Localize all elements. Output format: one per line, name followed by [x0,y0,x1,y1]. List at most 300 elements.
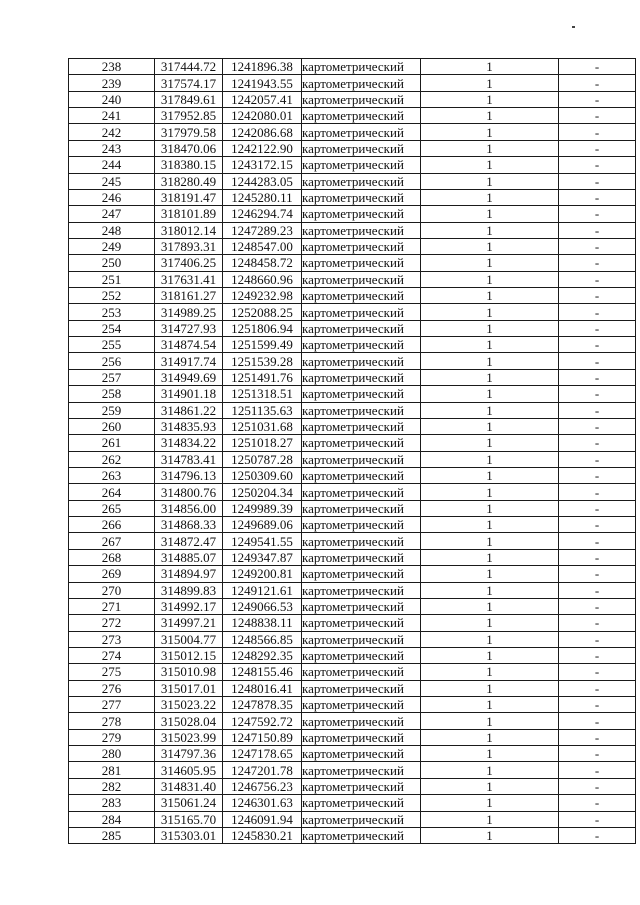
accuracy-value: 1 [421,304,559,320]
table-row [69,271,636,287]
note-dash: - [559,173,636,189]
coordinate-x: 314834.22 [155,435,223,451]
coordinate-y: 1246294.74 [223,206,302,222]
determination-method: картометрический [302,517,421,533]
accuracy-value: 1 [421,222,559,238]
coordinates-table [68,58,636,844]
table-row [69,320,636,336]
table-row [69,680,636,696]
accuracy-value: 1 [421,157,559,173]
determination-method: картометрический [302,533,421,549]
determination-method: картометрический [302,255,421,271]
coordinate-x: 314831.40 [155,778,223,794]
note-dash: - [559,680,636,696]
coordinate-y: 1249347.87 [223,549,302,565]
table-row [69,533,636,549]
determination-method: картометрический [302,222,421,238]
table-row [69,369,636,385]
determination-method: картометрический [302,746,421,762]
coordinate-y: 1242122.90 [223,140,302,156]
coordinate-y: 1245830.21 [223,827,302,843]
coordinate-y: 1251018.27 [223,435,302,451]
determination-method: картометрический [302,288,421,304]
coordinate-y: 1248547.00 [223,238,302,254]
determination-method: картометрический [302,647,421,663]
coordinate-y: 1246091.94 [223,811,302,827]
coordinate-y: 1250787.28 [223,451,302,467]
note-dash: - [559,369,636,385]
accuracy-value: 1 [421,827,559,843]
accuracy-value: 1 [421,566,559,582]
point-number: 243 [69,140,155,156]
coordinate-y: 1249066.53 [223,598,302,614]
coordinate-x: 318161.27 [155,288,223,304]
note-dash: - [559,75,636,91]
note-dash: - [559,222,636,238]
accuracy-value: 1 [421,598,559,614]
accuracy-value: 1 [421,664,559,680]
accuracy-value: 1 [421,386,559,402]
table-row [69,75,636,91]
note-dash: - [559,566,636,582]
table-row [69,762,636,778]
point-number: 275 [69,664,155,680]
coordinate-x: 314727.93 [155,320,223,336]
table-row [69,337,636,353]
determination-method: картометрический [302,140,421,156]
point-number: 247 [69,206,155,222]
accuracy-value: 1 [421,778,559,794]
note-dash: - [559,108,636,124]
coordinate-x: 314949.69 [155,369,223,385]
point-number: 284 [69,811,155,827]
note-dash: - [559,386,636,402]
coordinate-x: 318280.49 [155,173,223,189]
note-dash: - [559,435,636,451]
determination-method: картометрический [302,386,421,402]
coordinate-y: 1248155.46 [223,664,302,680]
determination-method: картометрический [302,75,421,91]
coordinate-x: 315010.98 [155,664,223,680]
accuracy-value: 1 [421,238,559,254]
accuracy-value: 1 [421,173,559,189]
point-number: 260 [69,418,155,434]
coordinate-y: 1241896.38 [223,59,302,75]
determination-method: картометрический [302,467,421,483]
table-row [69,59,636,75]
table-row [69,566,636,582]
note-dash: - [559,402,636,418]
coordinate-y: 1246301.63 [223,795,302,811]
accuracy-value: 1 [421,484,559,500]
coordinate-x: 317952.85 [155,108,223,124]
point-number: 241 [69,108,155,124]
coordinate-x: 315061.24 [155,795,223,811]
coordinate-y: 1249689.06 [223,517,302,533]
table-row [69,124,636,140]
table-row [69,435,636,451]
coordinate-x: 315023.99 [155,729,223,745]
coordinate-x: 314783.41 [155,451,223,467]
table-row [69,451,636,467]
point-number: 271 [69,598,155,614]
determination-method: картометрический [302,582,421,598]
table-row [69,615,636,631]
note-dash: - [559,795,636,811]
accuracy-value: 1 [421,353,559,369]
point-number: 262 [69,451,155,467]
coordinate-x: 314868.33 [155,517,223,533]
note-dash: - [559,746,636,762]
note-dash: - [559,255,636,271]
accuracy-value: 1 [421,402,559,418]
accuracy-value: 1 [421,697,559,713]
table-row [69,222,636,238]
point-number: 244 [69,157,155,173]
point-number: 249 [69,238,155,254]
coordinate-x: 314997.21 [155,615,223,631]
coordinate-x: 317979.58 [155,124,223,140]
accuracy-value: 1 [421,467,559,483]
point-number: 264 [69,484,155,500]
coordinate-y: 1250204.34 [223,484,302,500]
coordinate-y: 1250309.60 [223,467,302,483]
table-row [69,386,636,402]
coordinate-x: 314856.00 [155,500,223,516]
accuracy-value: 1 [421,500,559,516]
point-number: 269 [69,566,155,582]
note-dash: - [559,451,636,467]
coordinate-y: 1244283.05 [223,173,302,189]
table-row [69,811,636,827]
table-row [69,729,636,745]
coordinate-x: 318191.47 [155,189,223,205]
accuracy-value: 1 [421,582,559,598]
determination-method: картометрический [302,615,421,631]
point-number: 252 [69,288,155,304]
table-row [69,500,636,516]
accuracy-value: 1 [421,91,559,107]
point-number: 280 [69,746,155,762]
coordinate-x: 314872.47 [155,533,223,549]
table-row [69,157,636,173]
accuracy-value: 1 [421,189,559,205]
determination-method: картометрический [302,451,421,467]
accuracy-value: 1 [421,795,559,811]
coordinate-y: 1251135.63 [223,402,302,418]
coordinate-y: 1242086.68 [223,124,302,140]
coordinate-x: 318101.89 [155,206,223,222]
table-row [69,778,636,794]
determination-method: картометрический [302,795,421,811]
coordinate-x: 314885.07 [155,549,223,565]
note-dash: - [559,762,636,778]
determination-method: картометрический [302,500,421,516]
point-number: 278 [69,713,155,729]
accuracy-value: 1 [421,549,559,565]
determination-method: картометрический [302,402,421,418]
note-dash: - [559,304,636,320]
coordinate-x: 317406.25 [155,255,223,271]
point-number: 257 [69,369,155,385]
point-number: 274 [69,647,155,663]
determination-method: картометрический [302,435,421,451]
note-dash: - [559,59,636,75]
note-dash: - [559,729,636,745]
coordinate-x: 314861.22 [155,402,223,418]
determination-method: картометрический [302,124,421,140]
coordinate-x: 314874.54 [155,337,223,353]
table-row [69,140,636,156]
coordinate-x: 315028.04 [155,713,223,729]
point-number: 256 [69,353,155,369]
accuracy-value: 1 [421,418,559,434]
point-number: 273 [69,631,155,647]
point-number: 267 [69,533,155,549]
accuracy-value: 1 [421,517,559,533]
note-dash: - [559,238,636,254]
determination-method: картометрический [302,157,421,173]
point-number: 251 [69,271,155,287]
note-dash: - [559,631,636,647]
coordinate-y: 1246756.23 [223,778,302,794]
note-dash: - [559,713,636,729]
point-number: 277 [69,697,155,713]
table-row [69,647,636,663]
table-row [69,173,636,189]
note-dash: - [559,320,636,336]
accuracy-value: 1 [421,451,559,467]
accuracy-value: 1 [421,680,559,696]
table-row [69,582,636,598]
accuracy-value: 1 [421,631,559,647]
note-dash: - [559,647,636,663]
determination-method: картометрический [302,729,421,745]
coordinate-y: 1252088.25 [223,304,302,320]
table-row [69,549,636,565]
table-row [69,91,636,107]
table-row [69,697,636,713]
table-row [69,418,636,434]
coordinate-y: 1249200.81 [223,566,302,582]
coordinate-x: 318012.14 [155,222,223,238]
note-dash: - [559,778,636,794]
coordinate-x: 315023.22 [155,697,223,713]
coordinate-x: 315012.15 [155,647,223,663]
table-row [69,517,636,533]
point-number: 239 [69,75,155,91]
coordinate-x: 314796.13 [155,467,223,483]
table-row [69,631,636,647]
point-number: 259 [69,402,155,418]
table-row [69,353,636,369]
note-dash: - [559,582,636,598]
note-dash: - [559,124,636,140]
determination-method: картометрический [302,59,421,75]
table-row [69,484,636,500]
determination-method: картометрический [302,713,421,729]
point-number: 261 [69,435,155,451]
determination-method: картометрический [302,337,421,353]
table-row [69,108,636,124]
accuracy-value: 1 [421,124,559,140]
coordinate-y: 1248458.72 [223,255,302,271]
coordinate-y: 1247592.72 [223,713,302,729]
point-number: 283 [69,795,155,811]
note-dash: - [559,337,636,353]
coordinate-y: 1243172.15 [223,157,302,173]
determination-method: картометрический [302,762,421,778]
note-dash: - [559,533,636,549]
accuracy-value: 1 [421,369,559,385]
note-dash: - [559,811,636,827]
determination-method: картометрический [302,108,421,124]
determination-method: картометрический [302,811,421,827]
coordinate-x: 314901.18 [155,386,223,402]
table-row [69,746,636,762]
coordinate-y: 1249541.55 [223,533,302,549]
coordinate-x: 314989.25 [155,304,223,320]
coordinate-y: 1248566.85 [223,631,302,647]
determination-method: картометрический [302,697,421,713]
point-number: 281 [69,762,155,778]
point-number: 255 [69,337,155,353]
point-number: 246 [69,189,155,205]
coordinate-x: 314894.97 [155,566,223,582]
coordinates-table-body [69,59,636,844]
table-row [69,402,636,418]
coordinate-x: 314800.76 [155,484,223,500]
point-number: 254 [69,320,155,336]
coordinate-y: 1251031.68 [223,418,302,434]
determination-method: картометрический [302,271,421,287]
note-dash: - [559,157,636,173]
determination-method: картометрический [302,189,421,205]
table-row [69,664,636,680]
point-number: 240 [69,91,155,107]
note-dash: - [559,827,636,843]
coordinate-y: 1245280.11 [223,189,302,205]
determination-method: картометрический [302,320,421,336]
coordinate-y: 1247150.89 [223,729,302,745]
accuracy-value: 1 [421,337,559,353]
coordinate-y: 1249232.98 [223,288,302,304]
coordinate-y: 1249121.61 [223,582,302,598]
note-dash: - [559,697,636,713]
point-number: 263 [69,467,155,483]
determination-method: картометрический [302,353,421,369]
coordinate-x: 314917.74 [155,353,223,369]
note-dash: - [559,484,636,500]
determination-method: картометрический [302,369,421,385]
accuracy-value: 1 [421,255,559,271]
determination-method: картометрический [302,827,421,843]
accuracy-value: 1 [421,59,559,75]
coordinate-y: 1251599.49 [223,337,302,353]
coordinate-y: 1247178.65 [223,746,302,762]
accuracy-value: 1 [421,762,559,778]
point-number: 268 [69,549,155,565]
note-dash: - [559,206,636,222]
note-dash: - [559,418,636,434]
accuracy-value: 1 [421,75,559,91]
note-dash: - [559,353,636,369]
accuracy-value: 1 [421,647,559,663]
coordinate-y: 1247289.23 [223,222,302,238]
coordinate-x: 317849.61 [155,91,223,107]
point-number: 248 [69,222,155,238]
note-dash: - [559,500,636,516]
note-dash: - [559,615,636,631]
coordinate-x: 317444.72 [155,59,223,75]
table-row [69,304,636,320]
table-row [69,713,636,729]
determination-method: картометрический [302,549,421,565]
note-dash: - [559,549,636,565]
coordinate-y: 1251539.28 [223,353,302,369]
point-number: 282 [69,778,155,794]
coordinate-y: 1248292.35 [223,647,302,663]
coordinate-x: 315165.70 [155,811,223,827]
determination-method: картометрический [302,91,421,107]
point-number: 265 [69,500,155,516]
coordinate-y: 1249989.39 [223,500,302,516]
note-dash: - [559,189,636,205]
coordinate-y: 1241943.55 [223,75,302,91]
coordinate-x: 318380.15 [155,157,223,173]
coordinate-x: 318470.06 [155,140,223,156]
point-number: 285 [69,827,155,843]
accuracy-value: 1 [421,713,559,729]
determination-method: картометрический [302,238,421,254]
coordinate-x: 315303.01 [155,827,223,843]
note-dash: - [559,140,636,156]
accuracy-value: 1 [421,435,559,451]
coordinate-y: 1242057.41 [223,91,302,107]
determination-method: картометрический [302,173,421,189]
coordinate-y: 1248838.11 [223,615,302,631]
table-row [69,238,636,254]
table-row [69,255,636,271]
determination-method: картометрический [302,484,421,500]
accuracy-value: 1 [421,320,559,336]
determination-method: картометрический [302,418,421,434]
coordinate-x: 317893.31 [155,238,223,254]
coordinate-x: 315004.77 [155,631,223,647]
point-number: 270 [69,582,155,598]
coordinate-y: 1242080.01 [223,108,302,124]
table-row [69,467,636,483]
accuracy-value: 1 [421,746,559,762]
table-row [69,827,636,843]
point-number: 245 [69,173,155,189]
point-number: 258 [69,386,155,402]
determination-method: картометрический [302,598,421,614]
determination-method: картометрический [302,206,421,222]
table-row [69,189,636,205]
coordinate-y: 1251318.51 [223,386,302,402]
table-row [69,206,636,222]
determination-method: картометрический [302,631,421,647]
point-number: 272 [69,615,155,631]
point-number: 250 [69,255,155,271]
accuracy-value: 1 [421,729,559,745]
point-number: 238 [69,59,155,75]
accuracy-value: 1 [421,288,559,304]
accuracy-value: 1 [421,615,559,631]
coordinate-x: 314992.17 [155,598,223,614]
note-dash: - [559,664,636,680]
